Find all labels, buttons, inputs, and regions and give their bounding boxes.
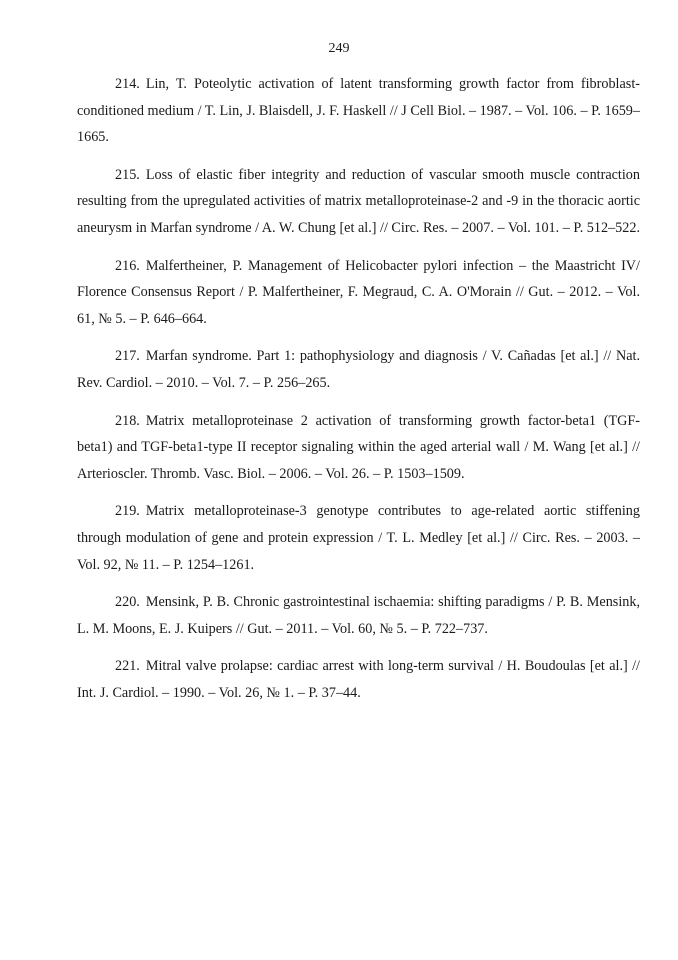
reference-text: Lin, T. Poteolytic activation of latent transforming growth factor from fibroblast-conditioned medium / T. Lin, J. Blaisdell, J. F. Haskell // J Cell Biol. – 1987. – Vol. 106. – P. 1659–1665.	[77, 76, 640, 146]
page-number: 249	[328, 41, 350, 56]
reference-text: Matrix metalloproteinase-3 genotype contributes to age-related aortic stiffening through modulation of gene and protein expression / T. L. Medley [et al.] // Circ. Res. – 2003. – Vol. 92, № 11. – P. 1254–1261.	[77, 503, 640, 573]
reference-item	[77, 71, 640, 151]
reference-text: Marfan syndrome. Part 1: pathophysiology and diagnosis / V. Cañadas [et al.] // Nat. Rev. Cardiol. – 2010. – Vol. 7. – P. 256–265.	[77, 348, 640, 391]
reference-number: 218.	[115, 412, 140, 429]
reference-item	[77, 162, 640, 242]
reference-number: 220.	[115, 594, 140, 611]
reference-text: Malfertheiner, P. Management of Helicobacter pylori infection – the Maastricht IV/ Florence Consensus Report / P. Malfertheiner, F. Megraud, C. A. O'Morain // Gut. – 2012. – Vol. 61, № 5. – P. 646–664.	[77, 257, 640, 327]
reference-number: 219.	[115, 503, 140, 520]
reference-item	[77, 653, 640, 706]
reference-item	[77, 408, 640, 488]
reference-item	[77, 343, 640, 396]
reference-number: 214.	[115, 76, 140, 92]
reference-text: Loss of elastic fiber integrity and reduction of vascular smooth muscle contraction resulting from the upregulated activities of matrix metalloproteinase-2 and -9 in the thoracic aortic aneurysm in Marfan syndrome / A. W. Chung [et al.] // Circ. Res. – 2007. – Vol. 101. – P. 512–522.	[77, 166, 640, 236]
reference-item	[77, 253, 640, 333]
reference-text: Mitral valve prolapse: cardiac arrest with long-term survival / H. Boudoulas [et al.] // Int. J. Cardiol. – 1990. – Vol. 26, № 1. – P. 37–44.	[77, 658, 640, 701]
reference-text: Matrix metalloproteinase 2 activation of transforming growth factor-beta1 (TGF-beta1) and TGF-beta1-type II receptor signaling within the aged arterial wall / M. Wang [et al.] // Arterioscler. Thromb. Vasc. Biol. – 2006. – Vol. 26. – P. 1503–1509.	[77, 412, 640, 482]
reference-number: 221.	[115, 658, 140, 675]
reference-text: Mensink, P. B. Chronic gastrointestinal ischaemia: shifting paradigms / P. B. Mensink, L. M. Moons, E. J. Kuipers // Gut. – 2011. – Vol. 60, № 5. – P. 722–737.	[77, 594, 640, 637]
reference-number: 216.	[115, 257, 140, 274]
reference-item	[77, 498, 640, 578]
reference-number: 215.	[115, 166, 140, 183]
reference-number: 217.	[115, 348, 140, 365]
reference-list	[77, 71, 640, 717]
reference-item	[77, 589, 640, 642]
